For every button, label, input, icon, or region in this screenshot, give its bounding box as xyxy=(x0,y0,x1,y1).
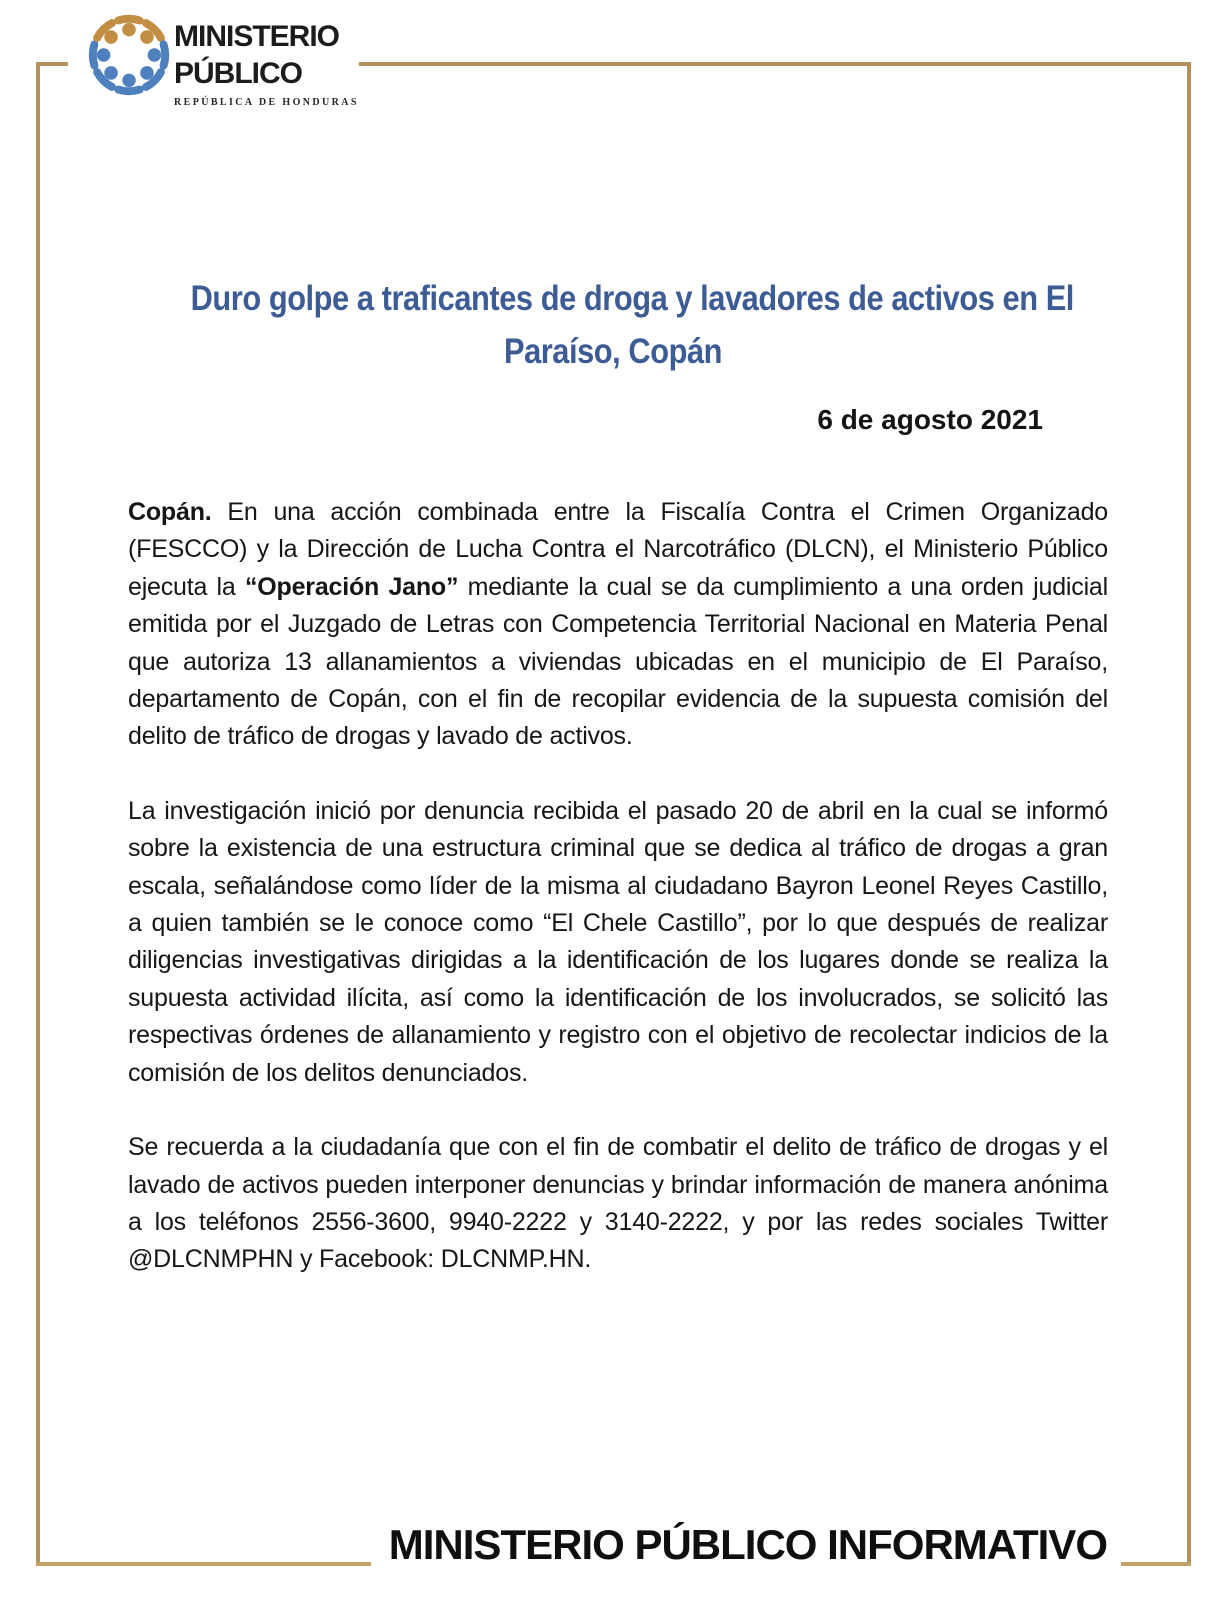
paragraph-1-lead: Copán. xyxy=(128,498,212,526)
logo-wordmark xyxy=(174,18,434,108)
footer-rule-left xyxy=(36,1562,371,1566)
article-title xyxy=(190,272,1074,378)
paragraph-1-text-a: En una acción combinada entre la Fiscalía Contra el Crimen Organizado (FESCCO) y la Dirección de Lucha Contra el Narcotráfico (DLCN), el Ministerio Público ejecuta la xyxy=(128,498,1108,601)
paragraph-1-highlight: “Operación Jano” xyxy=(244,572,459,601)
article-body xyxy=(128,494,1108,1316)
paragraph-1 xyxy=(128,494,1108,756)
frame-rule-left xyxy=(36,62,40,1566)
ministerio-publico-seal-icon xyxy=(82,5,176,105)
article-title-line1: Duro golpe a traficantes de droga y lavadores de activos en El xyxy=(190,279,1074,318)
footer-rule-right xyxy=(1121,1562,1191,1566)
logo-name-line1: MINISTERIO xyxy=(174,20,340,53)
article-title-line2: Paraíso, Copán xyxy=(503,332,723,371)
footer-banner xyxy=(36,1521,1191,1568)
article-date: 6 de agosto 2021 xyxy=(817,404,1043,435)
frame-rule-top xyxy=(359,62,1191,66)
frame-rule-right xyxy=(1187,62,1191,1566)
logo-name-line2: PÚBLICO xyxy=(174,57,302,90)
frame-rule-top-stub xyxy=(36,62,68,66)
logo-subtitle: REPÚBLICA DE HONDURAS xyxy=(174,97,359,108)
paragraph-3: Se recuerda a la ciudadanía que con el fin de combatir el delito de tráfico de drogas y el lavado de activos pueden interponer denuncias y brindar información de manera anónima a los teléfonos 2556-3600, 9940-2222 y 3140-2222, y por las redes sociales Twitter @DLCNMPHN y Facebook: DLCNMP.HN. xyxy=(128,1133,1108,1274)
paragraph-1-text-b: mediante la cual se da cumplimiento a una orden judicial emitida por el Juzgado de Letras con Competencia Territorial Nacional en Materia Penal que autoriza 13 allanamientos a viviendas ubicadas en el municipio de El Paraíso, departamento de Copán, con el fin de recopilar evidencia de la supuesta comisión del delito de tráfico de drogas y lavado de activos. xyxy=(128,572,1108,751)
paragraph-2: La investigación inició por denuncia recibida el pasado 20 de abril en la cual se informó sobre la existencia de una estructura criminal que se dedica al tráfico de drogas a gran escala, señalándose como líder de la misma al ciudadano Bayron Leonel Reyes Castillo, a quien también se le conoce como “El Chele Castillo”, por lo que después de realizar diligencias investigativas dirigidas a la identificación de los lugares donde se realiza la supuesta actividad ilícita, así como la identificación de los involucrados, se solicitó las respectivas órdenes de allanamiento y registro con el objetivo de recolectar indicios de la comisión de los delitos denunciados. xyxy=(128,796,1108,1087)
footer-title: MINISTERIO PÚBLICO INFORMATIVO xyxy=(388,1521,1107,1568)
